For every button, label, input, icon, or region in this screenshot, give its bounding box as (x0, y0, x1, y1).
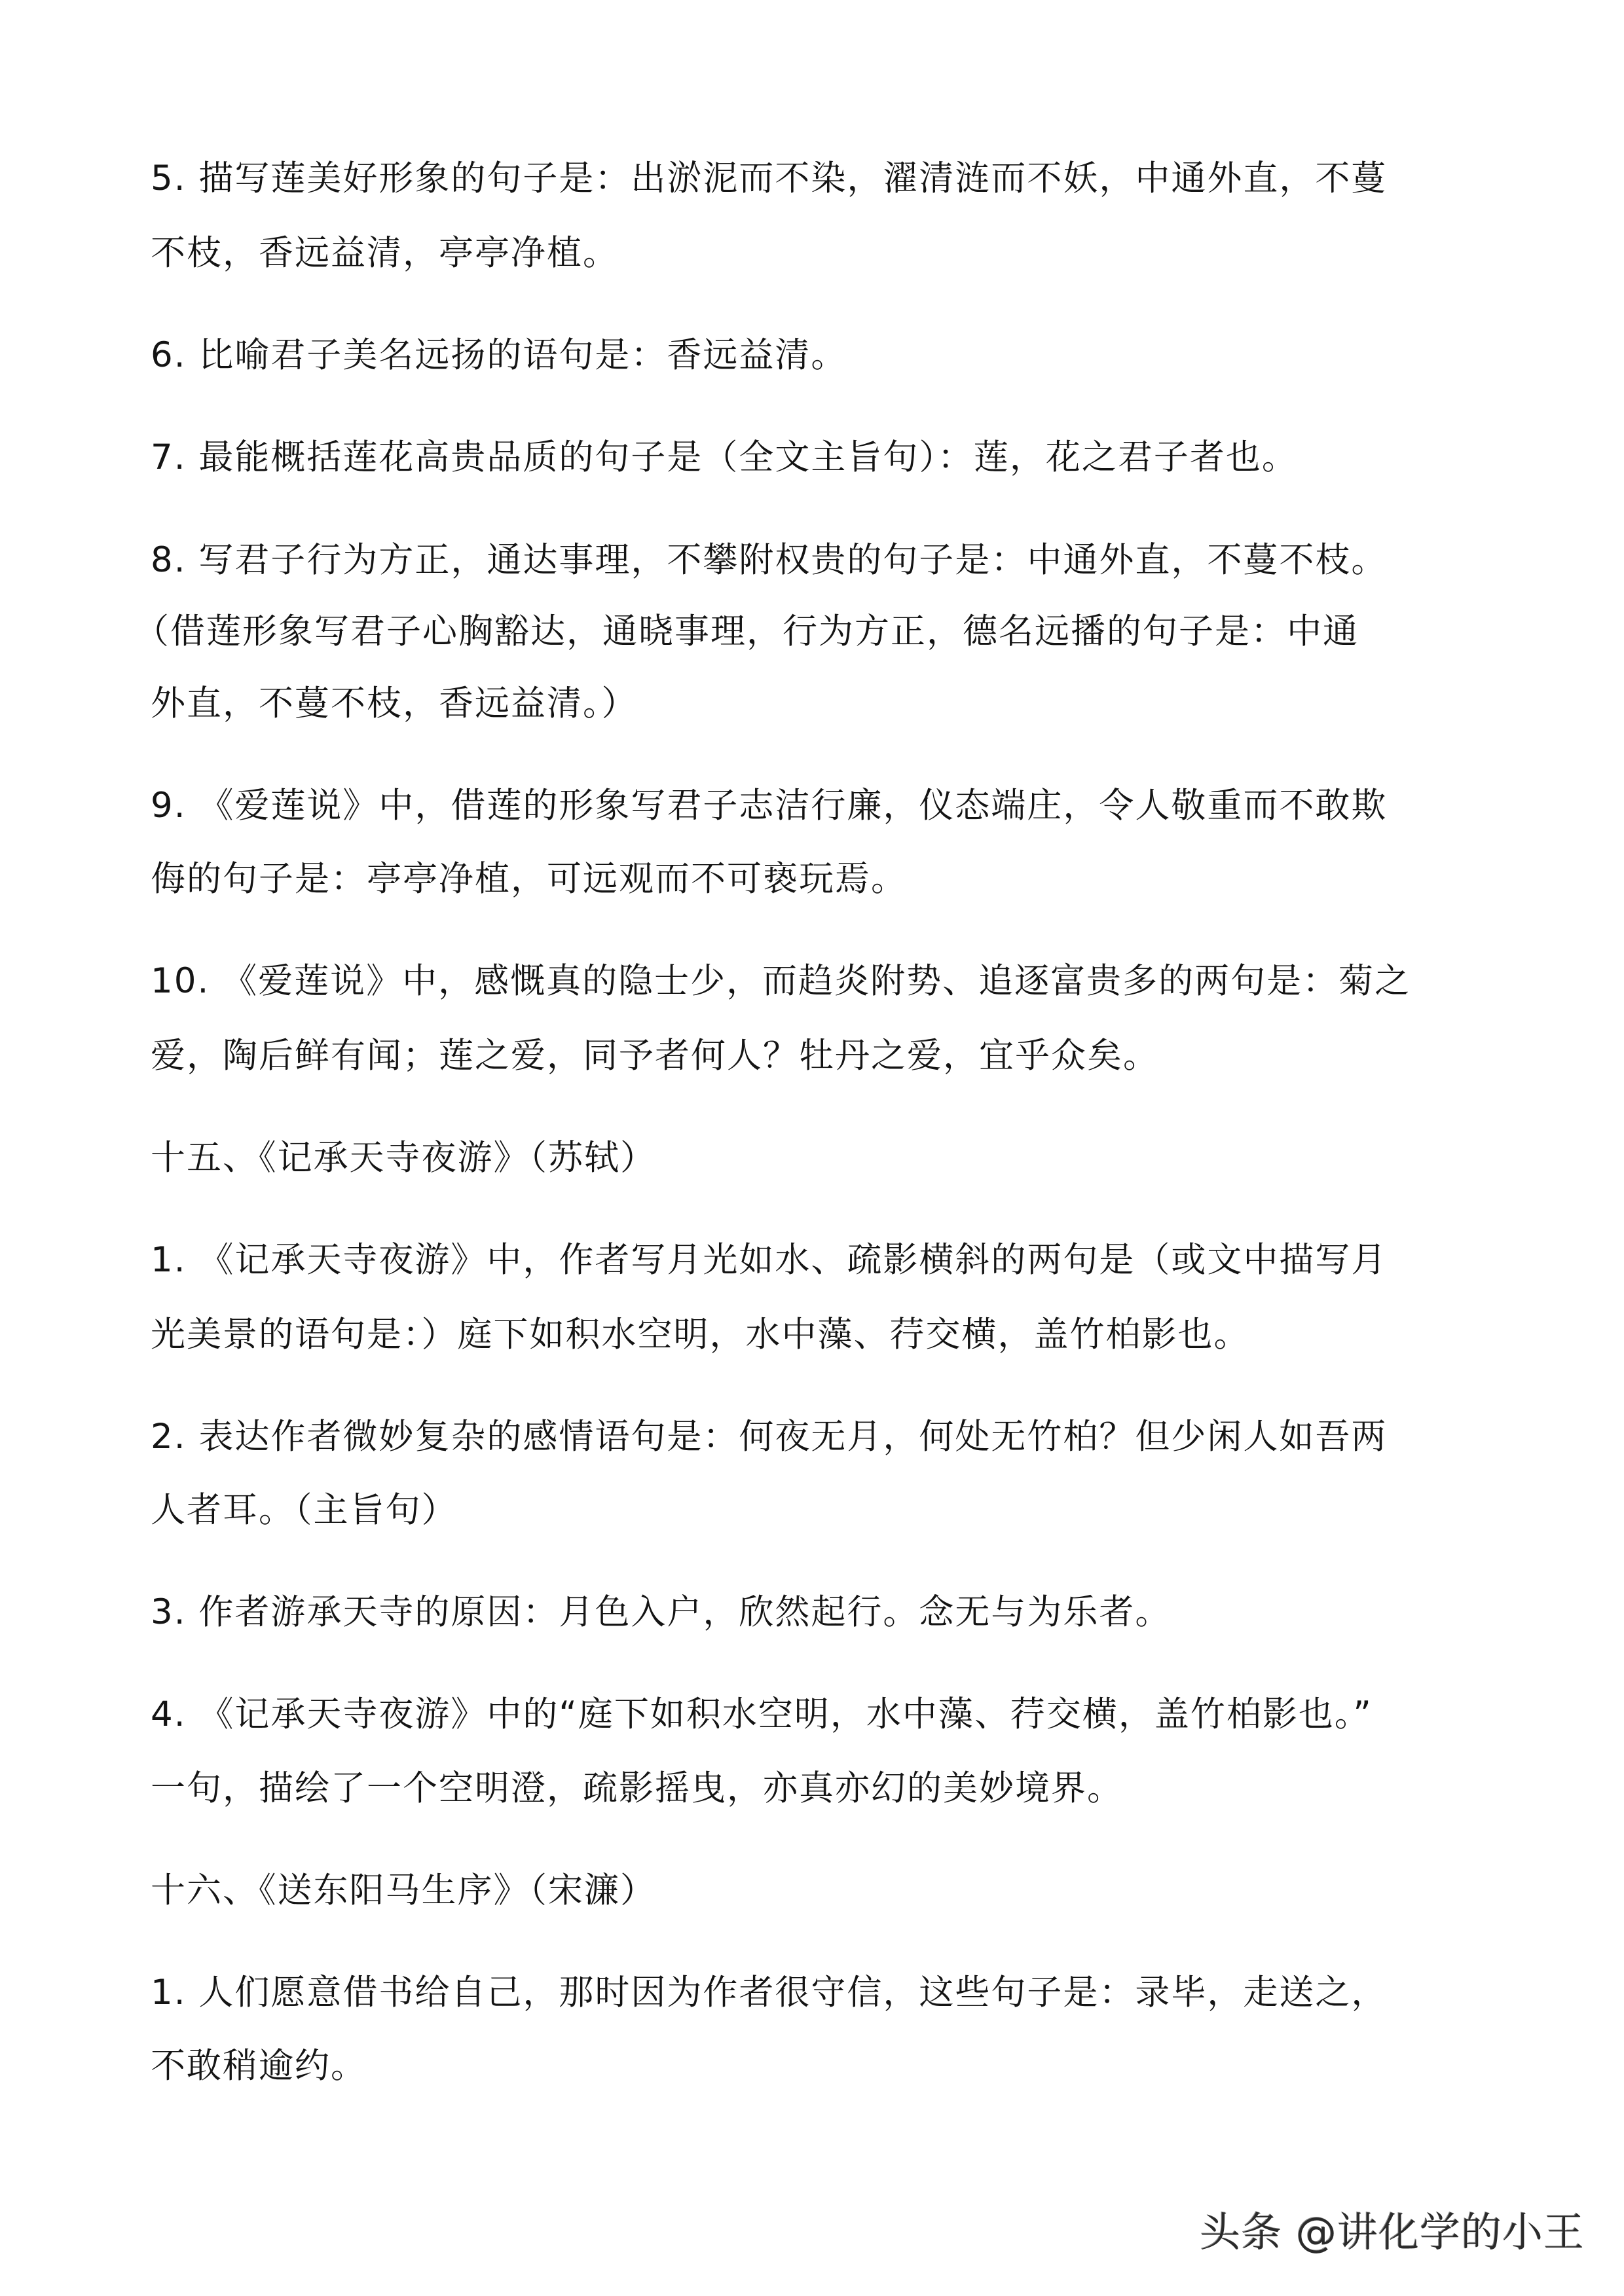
paragraph-lotus-8-line-3: 外直，不蔓不枝，香远益清。） (151, 683, 638, 723)
paragraph-dongyang-1-line-1: 1. 人们愿意借书给自己，那时因为作者很守信，这些句子是：录毕，走送之， (151, 1973, 1388, 2013)
section-heading-16: 十六、《送东阳马生序》（宋濂） (151, 1870, 656, 1910)
watermark: 头条 @讲化学的小王 (1200, 2208, 1585, 2256)
paragraph-dongyang-1-line-2: 不敢稍逾约。 (151, 2046, 367, 2086)
paragraph-night-2-line-2: 人者耳。（主旨句） (151, 1490, 458, 1530)
paragraph-night-4-line-2: 一句，描绘了一个空明澄，疏影摇曳，亦真亦幻的美妙境界。 (151, 1768, 1123, 1808)
paragraph-night-2-line-1: 2. 表达作者微妙复杂的感情语句是：何夜无月，何处无竹柏？但少闲人如吾两 (151, 1417, 1388, 1457)
paragraph-lotus-7: 7. 最能概括莲花高贵品质的句子是（全文主旨句）：莲，花之君子者也。 (151, 437, 1298, 477)
paragraph-lotus-5-line-2: 不枝，香远益清，亭亭净植。 (151, 233, 619, 273)
paragraph-lotus-5-line-1: 5. 描写莲美好形象的句子是：出淤泥而不染，濯清涟而不妖，中通外直，不蔓 (151, 158, 1388, 198)
paragraph-lotus-6: 6. 比喻君子美名远扬的语句是：香远益清。 (151, 335, 847, 375)
paragraph-lotus-10-line-1: 10. 《爱莲说》中，感慨真的隐士少，而趋炎附势、追逐富贵多的两句是：菊之 (151, 961, 1411, 1001)
paragraph-night-1-line-1: 1. 《记承天寺夜游》中，作者写月光如水、疏影横斜的两句是（或文中描写月 (151, 1240, 1388, 1280)
paragraph-lotus-10-line-2: 爱，陶后鲜有闻；莲之爱，同予者何人？牡丹之爱，宜乎众矣。 (151, 1036, 1159, 1076)
paragraph-lotus-9-line-1: 9. 《爱莲说》中，借莲的形象写君子志洁行廉，仪态端庄，令人敬重而不敢欺 (151, 786, 1388, 826)
paragraph-night-3: 3. 作者游承天寺的原因：月色入户，欣然起行。念无与为乐者。 (151, 1592, 1172, 1632)
paragraph-night-1-line-2: 光美景的语句是：）庭下如积水空明，水中藻、荇交横，盖竹柏影也。 (151, 1315, 1250, 1355)
paragraph-lotus-8-line-2: （借莲形象写君子心胸豁达，通晓事理，行为方正，德名远播的句子是：中通 (134, 611, 1359, 651)
section-heading-15: 十五、《记承天寺夜游》（苏轼） (151, 1138, 656, 1178)
paragraph-lotus-9-line-2: 侮的句子是：亭亭净植，可远观而不可亵玩焉。 (151, 859, 907, 899)
paragraph-lotus-8-line-1: 8. 写君子行为方正，通达事理，不攀附权贵的句子是：中通外直，不蔓不枝。 (151, 540, 1388, 580)
paragraph-night-4-line-1: 4. 《记承天寺夜游》中的“庭下如积水空明，水中藻、荇交横，盖竹柏影也。” (151, 1694, 1373, 1734)
